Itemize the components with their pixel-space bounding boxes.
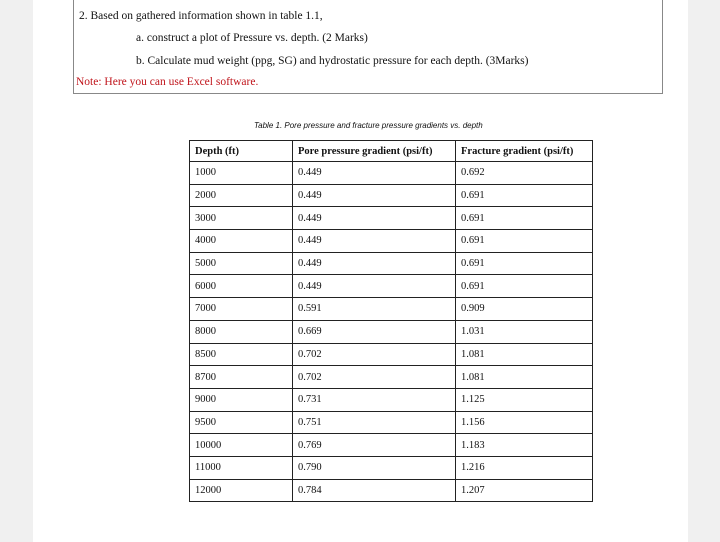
cell-fracture-gradient: 1.183 <box>456 434 593 457</box>
cell-fracture-gradient: 0.909 <box>456 298 593 321</box>
pressure-gradient-table <box>189 140 593 502</box>
header-depth: Depth (ft) <box>190 141 293 162</box>
cell-depth: 9500 <box>190 411 293 434</box>
cell-fracture-gradient: 1.081 <box>456 366 593 389</box>
table-row <box>190 252 593 275</box>
table-row <box>190 456 593 479</box>
cell-fracture-gradient: 0.692 <box>456 162 593 185</box>
table-row <box>190 230 593 253</box>
cell-depth: 12000 <box>190 479 293 502</box>
table-caption: Table 1. Pore pressure and fracture pressure gradients vs. depth <box>254 121 483 130</box>
table-row <box>190 479 593 502</box>
cell-pore-pressure: 0.449 <box>293 184 456 207</box>
cell-depth: 11000 <box>190 456 293 479</box>
table-row <box>190 411 593 434</box>
cell-pore-pressure: 0.449 <box>293 275 456 298</box>
cell-pore-pressure: 0.449 <box>293 207 456 230</box>
cell-depth: 8500 <box>190 343 293 366</box>
cell-pore-pressure: 0.591 <box>293 298 456 321</box>
table-row <box>190 343 593 366</box>
cell-fracture-gradient: 1.156 <box>456 411 593 434</box>
table-row <box>190 434 593 457</box>
question-part-b: b. Calculate mud weight (ppg, SG) and hydrostatic pressure for each depth. (3Marks) <box>136 55 529 67</box>
table-row <box>190 207 593 230</box>
table-row <box>190 366 593 389</box>
cell-fracture-gradient: 1.207 <box>456 479 593 502</box>
cell-fracture-gradient: 0.691 <box>456 230 593 253</box>
cell-fracture-gradient: 1.081 <box>456 343 593 366</box>
table-header-row <box>190 141 593 162</box>
cell-pore-pressure: 0.702 <box>293 343 456 366</box>
table-row <box>190 320 593 343</box>
cell-depth: 9000 <box>190 388 293 411</box>
cell-depth: 10000 <box>190 434 293 457</box>
cell-fracture-gradient: 0.691 <box>456 275 593 298</box>
question-part-a: a. construct a plot of Pressure vs. depth. (2 Marks) <box>136 32 368 44</box>
cell-depth: 5000 <box>190 252 293 275</box>
cell-pore-pressure: 0.449 <box>293 230 456 253</box>
cell-fracture-gradient: 1.031 <box>456 320 593 343</box>
table-row <box>190 298 593 321</box>
cell-fracture-gradient: 1.216 <box>456 456 593 479</box>
cell-pore-pressure: 0.769 <box>293 434 456 457</box>
cell-pore-pressure: 0.449 <box>293 252 456 275</box>
table-row <box>190 275 593 298</box>
cell-pore-pressure: 0.702 <box>293 366 456 389</box>
cell-fracture-gradient: 0.691 <box>456 207 593 230</box>
cell-pore-pressure: 0.784 <box>293 479 456 502</box>
cell-depth: 6000 <box>190 275 293 298</box>
cell-pore-pressure: 0.731 <box>293 388 456 411</box>
table-row <box>190 162 593 185</box>
cell-pore-pressure: 0.669 <box>293 320 456 343</box>
cell-depth: 8700 <box>190 366 293 389</box>
cell-depth: 8000 <box>190 320 293 343</box>
cell-depth: 1000 <box>190 162 293 185</box>
cell-fracture-gradient: 0.691 <box>456 184 593 207</box>
cell-pore-pressure: 0.790 <box>293 456 456 479</box>
cell-pore-pressure: 0.751 <box>293 411 456 434</box>
table-row <box>190 388 593 411</box>
cell-depth: 4000 <box>190 230 293 253</box>
cell-depth: 7000 <box>190 298 293 321</box>
cell-depth: 2000 <box>190 184 293 207</box>
question-box <box>73 0 663 94</box>
header-fracture-gradient: Fracture gradient (psi/ft) <box>456 141 593 162</box>
cell-pore-pressure: 0.449 <box>293 162 456 185</box>
cell-depth: 3000 <box>190 207 293 230</box>
table-row <box>190 184 593 207</box>
document-page <box>33 0 688 542</box>
header-pore-pressure: Pore pressure gradient (psi/ft) <box>293 141 456 162</box>
cell-fracture-gradient: 1.125 <box>456 388 593 411</box>
question-2-text: 2. Based on gathered information shown in table 1.1, <box>79 10 323 22</box>
cell-fracture-gradient: 0.691 <box>456 252 593 275</box>
note-text: Note: Here you can use Excel software. <box>76 76 259 88</box>
